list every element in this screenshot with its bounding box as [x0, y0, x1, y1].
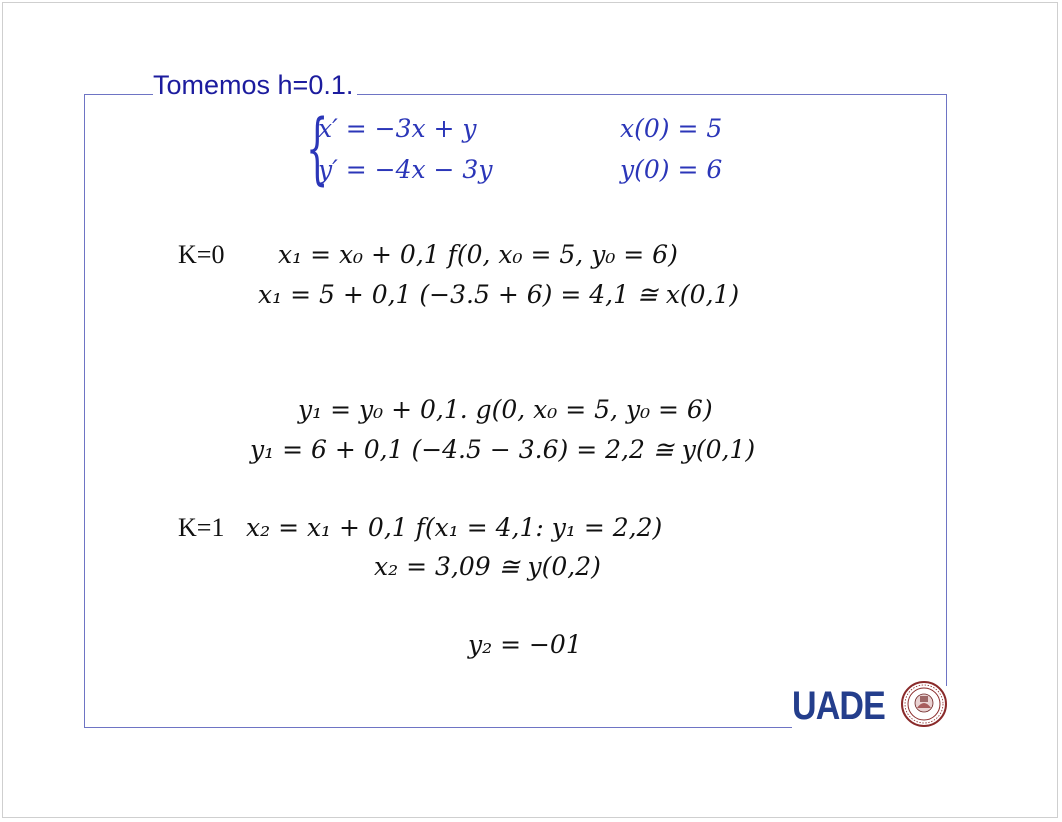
- k0-label: K=0: [178, 240, 225, 269]
- initial-condition-y: y(0) = 6: [620, 155, 723, 184]
- system-equation-1: x′ = −3x + y: [318, 114, 477, 143]
- system-brace: {: [306, 104, 329, 194]
- university-seal-icon: [900, 680, 948, 728]
- slide-frame-right: [946, 94, 947, 686]
- k0-x-step: x₁ = x₀ + 0,1 f(0, x₀ = 5, y₀ = 6): [278, 240, 678, 269]
- k0-y-value: y₁ = 6 + 0,1 (−4.5 − 3.6) = 2,2 ≅ y(0,1): [250, 435, 756, 464]
- k1-y-value: y₂ = −01: [468, 630, 582, 659]
- slide-frame-left: [84, 94, 85, 728]
- k0-y-step: y₁ = y₀ + 0,1. g(0, x₀ = 5, y₀ = 6): [298, 395, 713, 424]
- k1-x-value: x₂ = 3,09 ≅ y(0,2): [374, 552, 601, 581]
- uade-logo: [792, 680, 957, 736]
- uade-logo-text: UADE: [792, 684, 885, 728]
- slide-title: Tomemos h=0.1.: [153, 66, 357, 104]
- k1-label: K=1: [178, 513, 225, 542]
- k1-x-step: x₂ = x₁ + 0,1 f(x₁ = 4,1: y₁ = 2,2): [246, 513, 663, 542]
- slide-frame-bottom: [84, 727, 792, 728]
- initial-condition-x: x(0) = 5: [620, 114, 723, 143]
- system-equation-2: y′ = −4x − 3y: [318, 155, 493, 184]
- k0-x-value: x₁ = 5 + 0,1 (−3.5 + 6) = 4,1 ≅ x(0,1): [258, 280, 740, 309]
